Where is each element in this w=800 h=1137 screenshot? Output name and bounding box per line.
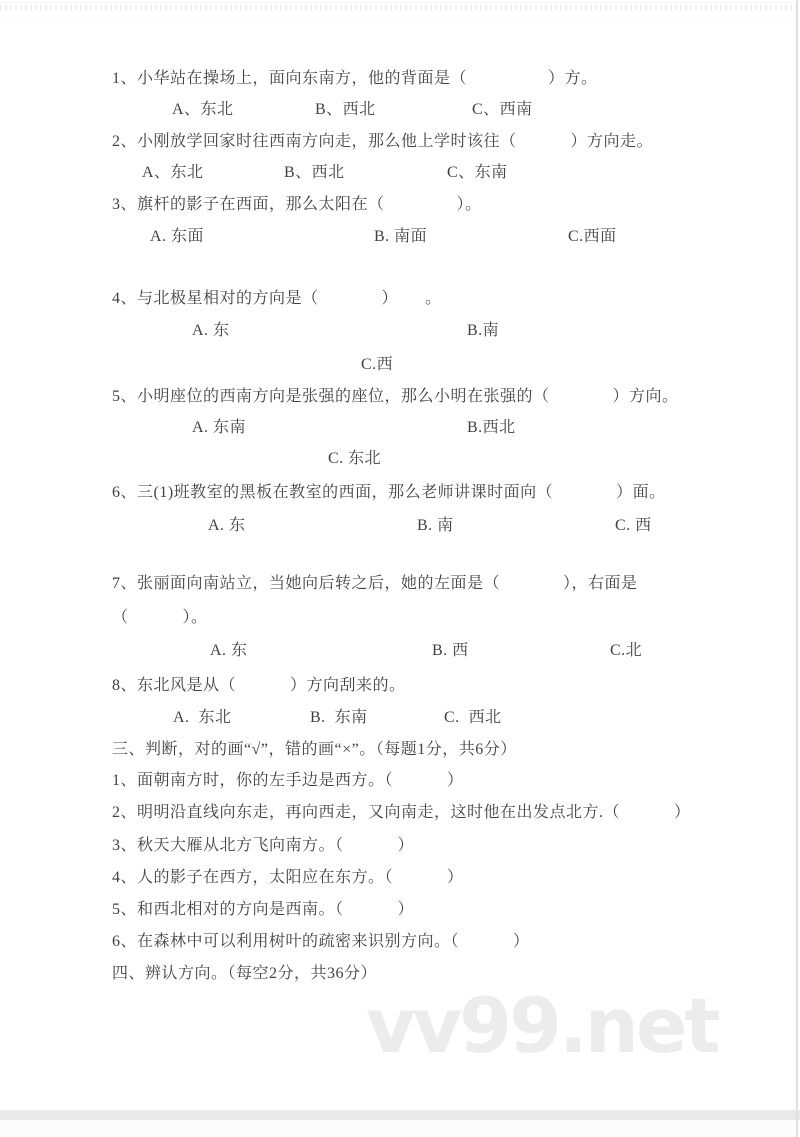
choice-q4: 4、与北极星相对的方向是（ ） 。 xyxy=(112,290,442,307)
judge-q6: 6、在森林中可以利用树叶的疏密来识别方向。（ ） xyxy=(112,933,530,950)
judge-q3: 3、秋天大雁从北方飞向南方。（ ） xyxy=(112,837,415,854)
choice-q8-option-a: A. 东北 xyxy=(173,709,232,726)
page-top-hairline xyxy=(0,2,800,3)
choice-q5-option-a: A. 东南 xyxy=(192,419,247,436)
choice-q7-option-b: B. 西 xyxy=(432,642,469,659)
choice-q2: 2、小刚放学回家时往西南方向走，那么他上学时该往（ ）方向走。 xyxy=(112,133,654,150)
choice-q2-option-b: B、西北 xyxy=(284,164,345,181)
choice-q5-option-c: C. 东北 xyxy=(328,450,382,467)
judge-q1: 1、面朝南方时，你的左手边是西方。（ ） xyxy=(112,772,464,789)
page-top-dashed-line xyxy=(0,5,800,10)
choice-q2-option-c: C、东南 xyxy=(447,164,508,181)
choice-q5-option-b: B.西北 xyxy=(467,419,516,436)
choice-q1: 1、小华站在操场上，面向东南方，他的背面是（ ）方。 xyxy=(112,70,598,87)
choice-q1-option-c: C、西南 xyxy=(472,101,533,118)
choice-q6-option-a: A. 东 xyxy=(208,517,246,534)
choice-q3: 3、旗杆的影子在西面，那么太阳在（ ）。 xyxy=(112,196,482,213)
choice-q7-cont: （ ）。 xyxy=(112,609,208,626)
choice-q3-option-c: C.西面 xyxy=(568,228,617,245)
choice-q1-option-b: B、西北 xyxy=(315,101,376,118)
choice-q8-option-c: C. 西北 xyxy=(444,709,502,726)
choice-q4-option-c: C.西 xyxy=(361,356,394,373)
page-top-hairline-2 xyxy=(0,22,800,23)
judge-q5: 5、和西北相对的方向是西南。（ ） xyxy=(112,901,415,918)
choice-q6-option-c: C. 西 xyxy=(615,517,652,534)
choice-q7-option-a: A. 东 xyxy=(210,642,248,659)
choice-q5: 5、小明座位的西南方向是张强的座位，那么小明在张强的（ ）方向。 xyxy=(112,388,679,405)
choice-q7: 7、张丽面向南站立，当她向后转之后，她的左面是（ ），右面是 xyxy=(112,575,638,592)
choice-q8: 8、东北风是从（ ）方向刮来的。 xyxy=(112,677,406,694)
choice-q7-option-c: C.北 xyxy=(610,642,643,659)
page-right-edge xyxy=(796,0,798,1137)
next-page-top xyxy=(0,1120,800,1137)
choice-q6: 6、三(1)班教室的黑板在教室的西面，那么老师讲课时面向（ ）面。 xyxy=(112,484,666,501)
judge-q2: 2、明明沿直线向东走，再向西走，又向南走，这时他在出发点北方.（ ） xyxy=(112,804,691,821)
judge-q4: 4、人的影子在西方，太阳应在东方。（ ） xyxy=(112,869,464,886)
choice-q3-option-a: A. 东面 xyxy=(150,228,205,245)
page-bottom-separator xyxy=(0,1110,800,1120)
identify-section-title: 四、辨认方向。（每空2分，共36分） xyxy=(112,965,378,982)
choice-q3-option-b: B. 南面 xyxy=(374,228,428,245)
watermark-text: vv99.net xyxy=(366,981,718,1070)
choice-q1-option-a: A、东北 xyxy=(172,101,234,118)
choice-q8-option-b: B. 东南 xyxy=(310,709,368,726)
choice-q2-option-a: A、东北 xyxy=(142,164,204,181)
judge-section-title: 三、判断，对的画“√”，错的画“×”。（每题1分，共6分） xyxy=(112,741,517,758)
choice-q4-option-a: A. 东 xyxy=(192,322,230,339)
choice-q6-option-b: B. 南 xyxy=(417,517,454,534)
choice-q4-option-b: B.南 xyxy=(467,322,500,339)
